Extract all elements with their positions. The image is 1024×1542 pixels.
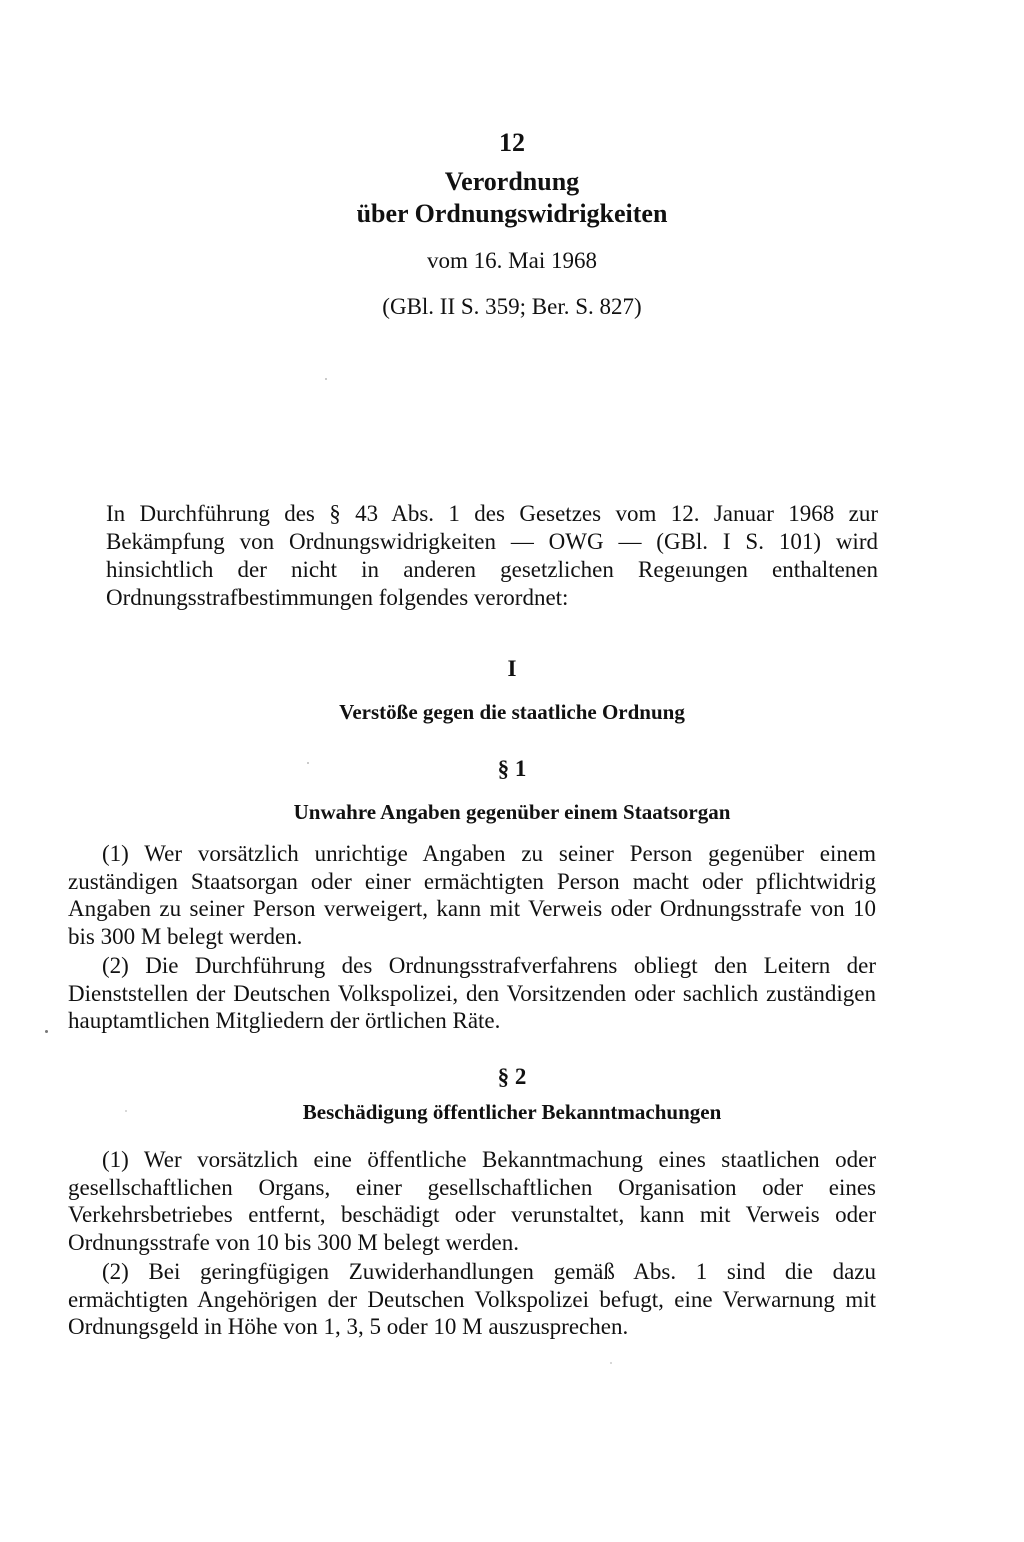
document-reference: (GBl. II S. 359; Ber. S. 827) <box>382 294 642 319</box>
document-number: 12 <box>499 128 525 157</box>
document-title <box>0 166 1024 230</box>
scan-speck <box>307 762 309 764</box>
section-1-paragraph-1: (1) Wer vorsätzlich unrichtige Angaben zu seiner Person gegenüber einem zuständigen Staatsorgan oder einer ermächtigten Person macht oder pflichtwidrig Angaben zu seiner Person verweigert, kann mit Verweis oder Ordnungsstrafe von 10 bis 300 M belegt werden. <box>68 841 876 949</box>
section-1-paragraph-2: (2) Die Durchführung des Ordnungsstrafverfahrens obliegt den Leitern der Dienststellen der Deutschen Volkspolizei, den Vorsitzenden oder sachlich zuständigen hauptamtlichen Mitgliedern der örtlichen Räte. <box>68 953 876 1033</box>
section-2-paragraph-2: (2) Bei geringfügigen Zuwiderhandlungen gemäß Abs. 1 sind die dazu ermächtigten Angehörigen der Deutschen Volkspolizei befugt, eine Verwarnung mit Ordnungsgeld in Höhe von 1, 3, 5 oder 10 M auszusprechen. <box>68 1259 876 1339</box>
section-2-paragraph-1: (1) Wer vorsätzlich eine öffentliche Bekanntmachung eines staatlichen oder gesellschaftlichen Organs, einer gesellschaftlichen Organisation oder eines Verkehrsbetriebes entfernt, beschädigt oder verunstaltet, kann mit Verweis oder Ordnungsstrafe von 10 bis 300 M belegt werden. <box>68 1147 876 1255</box>
section-1-number: § 1 <box>497 756 527 781</box>
document-title-line2: über Ordnungswidrigkeiten <box>356 199 668 228</box>
scan-speck <box>125 1110 127 1112</box>
scan-speck <box>45 1030 48 1033</box>
scan-speck <box>325 378 327 380</box>
part-title: Verstöße gegen die staatliche Ordnung <box>339 700 685 724</box>
part-number: I <box>507 656 517 681</box>
document-date: vom 16. Mai 1968 <box>427 248 597 273</box>
scan-speck <box>610 1362 612 1364</box>
section-2-number: § 2 <box>497 1064 527 1089</box>
preamble: In Durchführung des § 43 Abs. 1 des Gesetzes vom 12. Januar 1968 zur Bekämpfung von Ordnungswidrigkeiten — OWG — (GBl. I S. 101) wird hinsichtlich der nicht in anderen gesetzlichen Regeıungen enthaltenen Ordnungsstrafbestimmungen folgendes verordnet: <box>106 501 878 610</box>
section-2-title: Beschädigung öffentlicher Bekanntmachungen <box>302 1100 722 1124</box>
section-1-title: Unwahre Angaben gegenüber einem Staatsorgan <box>293 800 731 824</box>
document-title-line1: Verordnung <box>444 167 580 196</box>
